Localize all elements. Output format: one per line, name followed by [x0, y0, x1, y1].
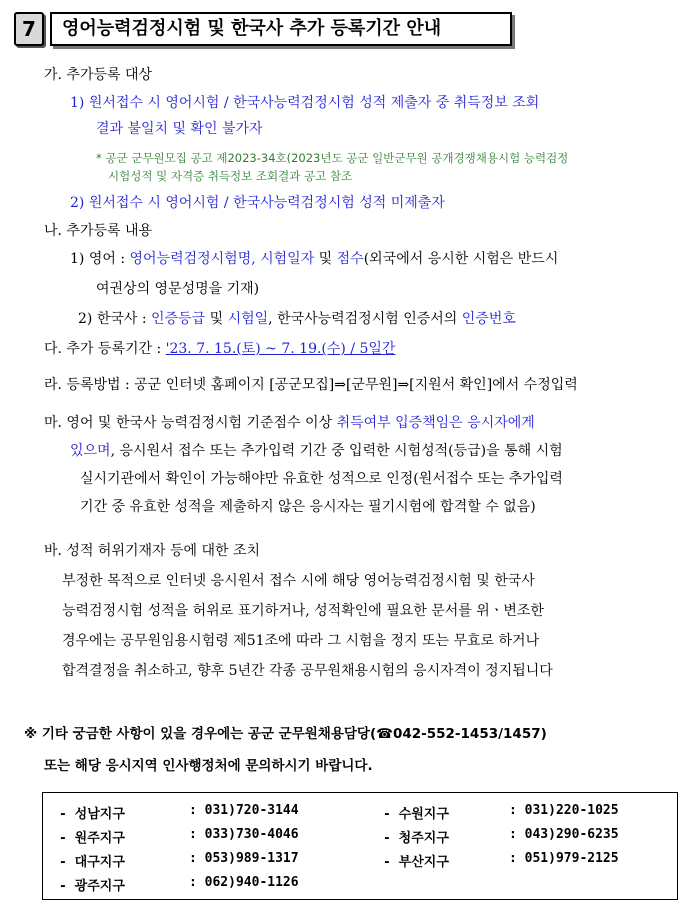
na-hk-blue3: 인증번호: [461, 311, 516, 327]
contact-phone: : 062)940-1126: [189, 875, 299, 890]
contact-phone: : 033)730-4046: [189, 827, 299, 842]
section-header: [14, 12, 502, 48]
ga-item1-line1: 1) 원서접수 시 영어시험 / 한국사능력검정시험 성적 제출자 중 취득정보 조회: [70, 95, 540, 111]
heading-da: [44, 338, 395, 358]
na-english-line1: [70, 248, 558, 268]
ba-line2: 능력검정시험 성적을 허위로 표기하거나, 성적확인에 필요한 문서를 위ㆍ변조한: [62, 603, 544, 619]
da-period: '23. 7. 15.(토) ~ 7. 19.(수) / 5일간: [165, 341, 396, 357]
ma-line4: 기간 중 유효한 성적을 제출하지 않은 응시자는 필기시험에 합격할 수 없음): [80, 499, 536, 515]
na-hk-blue2: 시험일: [227, 311, 269, 327]
notice-prefix: ※ 기타 궁금한 사항이 있을 경우에는 공군 군무원채용담당(: [24, 726, 377, 742]
contact-name: - 부산지구: [383, 855, 449, 870]
heading-ra: 라. 등록방법 : 공군 인터넷 홈페이지 [공군모집]⇒[군무원]⇒[지원서 확인]에서 수정입력: [44, 377, 578, 393]
contact-name: - 수원지구: [383, 807, 449, 822]
notice-phone: 042-552-1453/1457): [392, 726, 547, 742]
contact-phone: : 051)979-2125: [509, 851, 619, 866]
notice-line1: [24, 722, 547, 742]
contact-phone: : 031)220-1025: [509, 803, 619, 818]
ma-line2: [70, 440, 563, 460]
na-hk-blue1: 인증등급: [151, 311, 206, 327]
na-english-line2: 여권상의 영문성명을 기재): [96, 281, 260, 297]
phone-icon: ☎: [376, 726, 393, 742]
heading-na: 나. 추가등록 내용: [44, 223, 153, 239]
ba-line3: 경우에는 공무원임용시험령 제51조에 따라 그 시험을 정지 또는 무효로 하거나: [62, 633, 540, 649]
contact-name: - 성남지구: [59, 807, 125, 822]
contact-name: - 광주지구: [59, 879, 125, 894]
contact-name: - 대구지구: [59, 855, 125, 870]
na-en-suffix: (외국에서 응시한 시험은 반드시: [363, 251, 559, 267]
na-en-blue2: 점수: [336, 251, 364, 267]
heading-ba: 바. 성적 허위기재자 등에 대한 조치: [44, 543, 261, 559]
na-hk-prefix: 2) 한국사 :: [78, 311, 152, 327]
section-number: 7: [14, 12, 44, 46]
ba-line1: 부정한 목적으로 인터넷 응시원서 접수 시에 해당 영어능력검정시험 및 한국사: [62, 573, 535, 589]
ba-line4: 합격결정을 취소하고, 향후 5년간 각종 공무원채용시험의 응시자격이 정지됩니다: [62, 663, 553, 679]
ma-line1-prefix: 마. 영어 및 한국사 능력검정시험 기준점수 이상: [44, 415, 337, 431]
contact-phone: : 053)989-1317: [189, 851, 299, 866]
notice-line2: 또는 해당 응시지역 인사행정처에 문의하시기 바랍니다.: [44, 758, 373, 774]
contact-phone: : 031)720-3144: [189, 803, 299, 818]
contact-name: - 원주지구: [59, 831, 125, 846]
contact-name: - 청주지구: [383, 831, 449, 846]
na-korean-history: [78, 308, 516, 328]
ma-line1: [44, 412, 535, 432]
ga-item1-line2: 결과 불일치 및 확인 불가자: [96, 121, 263, 137]
contact-phone: : 043)290-6235: [509, 827, 619, 842]
heading-ga: 가. 추가등록 대상: [44, 67, 153, 83]
ma-line3: 실시기관에서 확인이 가능해야만 유효한 성적으로 인정(원서접수 또는 추가입력: [80, 471, 563, 487]
ga-item2: 2) 원서접수 시 영어시험 / 한국사능력검정시험 성적 미제출자: [70, 195, 445, 211]
ma-line1-blue: 취득여부 입증책임은 응시자에게: [336, 415, 535, 431]
ga-note-line1: * 공군 군무원모집 공고 제2023-34호(2023년도 공군 일반군무원 공개경쟁채용시험 능력검정: [96, 151, 569, 165]
ma-line2-blue: 있으며: [70, 443, 111, 459]
contact-table: [42, 792, 678, 900]
section-title: 영어능력검정시험 및 한국사 추가 등록기간 안내: [50, 12, 512, 46]
na-en-prefix: 1) 영어 :: [70, 251, 130, 267]
ma-line2-rest: , 응시원서 접수 또는 추가입력 기간 중 입력한 시험성적(등급)을 통해 시험: [110, 443, 563, 459]
na-hk-mid1: 및: [205, 311, 228, 327]
na-en-blue1: 영어능력검정시험명, 시험일자: [129, 251, 315, 267]
na-hk-mid2: , 한국사능력검정시험 인증서의: [268, 311, 462, 327]
na-en-mid: 및: [314, 251, 337, 267]
da-prefix: 다. 추가 등록기간 :: [44, 341, 166, 357]
ga-note-line2: 시험성적 및 자격증 취득정보 조회결과 공고 참조: [108, 169, 353, 183]
